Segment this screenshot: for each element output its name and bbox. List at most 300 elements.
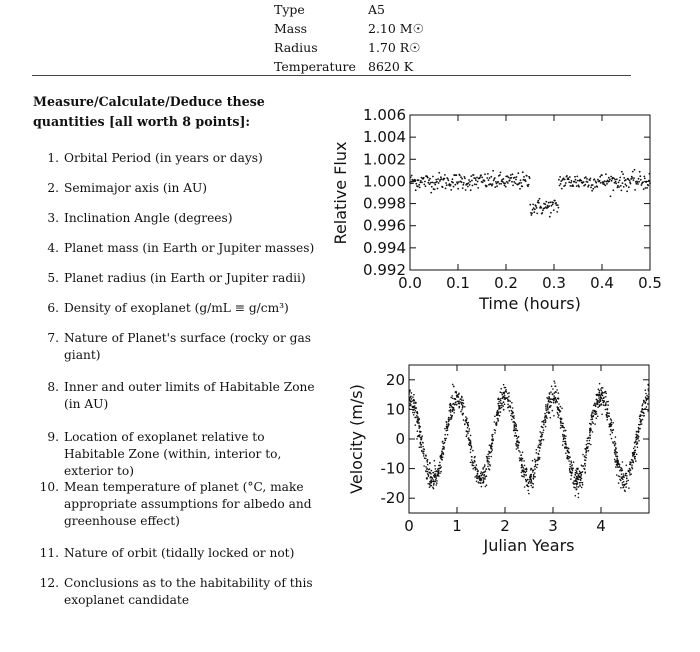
data-point bbox=[427, 177, 429, 179]
item-text: Orbital Period (in years or days) bbox=[64, 151, 263, 165]
data-point bbox=[432, 176, 434, 178]
data-point bbox=[648, 390, 650, 392]
data-point bbox=[471, 459, 473, 461]
data-point bbox=[615, 455, 617, 457]
data-point bbox=[504, 398, 506, 400]
item-number: 11. bbox=[39, 546, 59, 560]
data-point bbox=[490, 446, 492, 448]
data-point bbox=[590, 187, 592, 189]
data-point bbox=[561, 407, 563, 409]
data-point bbox=[421, 444, 423, 446]
data-point bbox=[616, 458, 618, 460]
data-point bbox=[636, 439, 638, 441]
data-point bbox=[440, 471, 442, 473]
data-point bbox=[574, 474, 576, 476]
data-point bbox=[645, 187, 647, 189]
data-point bbox=[501, 405, 503, 407]
data-point bbox=[467, 438, 469, 440]
data-point bbox=[578, 493, 580, 495]
data-point bbox=[524, 465, 526, 467]
data-point bbox=[552, 202, 554, 204]
data-point bbox=[531, 212, 533, 214]
data-point bbox=[549, 201, 551, 203]
data-point bbox=[421, 438, 423, 440]
data-point bbox=[625, 474, 627, 476]
data-point bbox=[445, 438, 447, 440]
data-point bbox=[617, 461, 619, 463]
data-point bbox=[649, 173, 651, 175]
data-point bbox=[473, 174, 475, 176]
data-point bbox=[532, 460, 534, 462]
data-point bbox=[437, 188, 439, 190]
data-point bbox=[460, 398, 462, 400]
data-point bbox=[590, 444, 592, 446]
data-point bbox=[605, 173, 607, 175]
data-point bbox=[469, 428, 471, 430]
data-point bbox=[560, 427, 562, 429]
data-point bbox=[543, 429, 545, 431]
data-point bbox=[540, 440, 542, 442]
data-point bbox=[441, 459, 443, 461]
data-point bbox=[539, 450, 541, 452]
data-point bbox=[529, 177, 531, 179]
data-point bbox=[521, 472, 523, 474]
data-point bbox=[648, 180, 650, 182]
data-point bbox=[480, 174, 482, 176]
data-point bbox=[636, 441, 638, 443]
data-point bbox=[459, 174, 461, 176]
data-point bbox=[594, 423, 596, 425]
data-point bbox=[522, 471, 524, 473]
data-point bbox=[580, 479, 582, 481]
data-point bbox=[646, 400, 648, 402]
data-point bbox=[567, 457, 569, 459]
data-point bbox=[470, 435, 472, 437]
data-point bbox=[439, 465, 441, 467]
star-label: Type bbox=[274, 2, 305, 17]
data-point bbox=[592, 421, 594, 423]
data-point bbox=[586, 444, 588, 446]
data-point bbox=[470, 189, 472, 191]
item-text: Density of exoplanet (g/mL ≡ g/cm³) bbox=[64, 301, 289, 315]
data-point bbox=[576, 176, 578, 178]
data-point bbox=[645, 398, 647, 400]
data-point bbox=[548, 205, 550, 207]
data-point bbox=[637, 181, 639, 183]
data-point bbox=[425, 471, 427, 473]
data-point bbox=[562, 425, 564, 427]
item-text: Nature of orbit (tidally locked or not) bbox=[64, 546, 295, 560]
data-point bbox=[597, 416, 599, 418]
horizontal-rule bbox=[32, 75, 631, 76]
data-point bbox=[486, 185, 488, 187]
data-point bbox=[532, 471, 534, 473]
y-tick-label: 1.002 bbox=[363, 150, 406, 169]
data-point bbox=[515, 443, 517, 445]
data-point bbox=[488, 456, 490, 458]
data-point bbox=[448, 419, 450, 421]
data-point bbox=[433, 479, 435, 481]
data-point bbox=[588, 437, 590, 439]
data-point bbox=[500, 402, 502, 404]
data-point bbox=[453, 412, 455, 414]
data-point bbox=[634, 446, 636, 448]
data-point bbox=[430, 476, 432, 478]
data-point bbox=[572, 470, 574, 472]
data-point bbox=[525, 472, 527, 474]
data-point bbox=[445, 182, 447, 184]
item-number: 1. bbox=[47, 151, 59, 165]
data-point bbox=[553, 400, 555, 402]
x-tick-label: 0.3 bbox=[542, 274, 566, 292]
data-point bbox=[628, 487, 630, 489]
data-point bbox=[576, 484, 578, 486]
data-point bbox=[458, 403, 460, 405]
data-point bbox=[503, 402, 505, 404]
star-value: 8620 K bbox=[368, 59, 414, 74]
data-point bbox=[528, 483, 530, 485]
data-point bbox=[432, 487, 434, 489]
data-point bbox=[461, 396, 463, 398]
item-text: Inclination Angle (degrees) bbox=[64, 211, 233, 225]
data-point bbox=[517, 437, 519, 439]
data-point bbox=[633, 452, 635, 454]
data-point bbox=[544, 413, 546, 415]
data-point bbox=[622, 482, 624, 484]
data-point bbox=[564, 179, 566, 181]
data-point bbox=[639, 171, 641, 173]
data-point bbox=[485, 470, 487, 472]
data-point bbox=[445, 188, 447, 190]
data-point bbox=[638, 181, 640, 183]
data-point bbox=[600, 390, 602, 392]
data-point bbox=[526, 468, 528, 470]
data-point bbox=[416, 411, 418, 413]
data-point bbox=[589, 432, 591, 434]
data-point bbox=[576, 476, 578, 478]
data-point bbox=[606, 183, 608, 185]
data-point bbox=[611, 438, 613, 440]
data-point bbox=[520, 179, 522, 181]
data-point bbox=[417, 416, 419, 418]
data-point bbox=[649, 182, 651, 184]
data-point bbox=[562, 423, 564, 425]
data-point bbox=[550, 417, 552, 419]
data-point bbox=[600, 395, 602, 397]
data-point bbox=[498, 406, 500, 408]
data-point bbox=[590, 424, 592, 426]
data-point bbox=[483, 482, 485, 484]
list-item bbox=[33, 300, 333, 317]
data-point bbox=[644, 178, 646, 180]
data-point bbox=[606, 414, 608, 416]
data-point bbox=[551, 205, 553, 207]
data-point bbox=[462, 407, 464, 409]
data-point bbox=[542, 209, 544, 211]
data-point bbox=[497, 181, 499, 183]
data-point bbox=[643, 176, 645, 178]
data-point bbox=[472, 450, 474, 452]
data-point bbox=[605, 402, 607, 404]
data-point bbox=[567, 455, 569, 457]
data-point bbox=[472, 461, 474, 463]
item-text: Mean temperature of planet (°C, make appropriate assumptions for albedo and greenhouse effect) bbox=[64, 480, 312, 528]
data-point bbox=[620, 467, 622, 469]
data-point bbox=[470, 452, 472, 454]
data-point bbox=[515, 428, 517, 430]
data-point bbox=[474, 476, 476, 478]
data-point bbox=[509, 179, 511, 181]
data-point bbox=[500, 400, 502, 402]
data-point bbox=[456, 401, 458, 403]
radial-velocity-plot bbox=[340, 355, 670, 570]
data-point bbox=[546, 410, 548, 412]
data-point bbox=[527, 479, 529, 481]
data-point bbox=[599, 180, 601, 182]
data-point bbox=[639, 418, 641, 420]
data-point bbox=[470, 449, 472, 451]
data-point bbox=[461, 178, 463, 180]
data-point bbox=[449, 417, 451, 419]
data-point bbox=[622, 173, 624, 175]
data-point bbox=[640, 179, 642, 181]
data-point bbox=[417, 419, 419, 421]
data-point bbox=[519, 451, 521, 453]
radial-velocity-chart bbox=[340, 355, 670, 570]
data-point bbox=[578, 475, 580, 477]
data-point bbox=[626, 475, 628, 477]
data-point bbox=[568, 448, 570, 450]
data-point bbox=[489, 177, 491, 179]
data-point bbox=[529, 475, 531, 477]
data-point bbox=[533, 476, 535, 478]
data-point bbox=[520, 458, 522, 460]
data-point bbox=[605, 404, 607, 406]
data-point bbox=[631, 466, 633, 468]
data-point bbox=[444, 178, 446, 180]
list-item bbox=[33, 330, 323, 364]
data-point bbox=[516, 441, 518, 443]
data-point bbox=[429, 484, 431, 486]
data-point bbox=[614, 445, 616, 447]
data-point bbox=[583, 468, 585, 470]
y-tick-label: 10 bbox=[385, 400, 405, 419]
data-point bbox=[568, 181, 570, 183]
data-point bbox=[456, 392, 458, 394]
data-point bbox=[609, 179, 611, 181]
data-point bbox=[468, 182, 470, 184]
data-point bbox=[630, 464, 632, 466]
data-point bbox=[474, 178, 476, 180]
data-point bbox=[609, 424, 611, 426]
data-point bbox=[554, 200, 556, 202]
data-point bbox=[551, 386, 553, 388]
data-point bbox=[545, 426, 547, 428]
data-point bbox=[605, 393, 607, 395]
y-tick-label: 0.998 bbox=[363, 194, 406, 213]
data-point bbox=[648, 393, 650, 395]
data-point bbox=[486, 475, 488, 477]
data-point bbox=[516, 446, 518, 448]
light-curve-plot bbox=[326, 105, 666, 320]
data-point bbox=[492, 436, 494, 438]
data-point bbox=[559, 411, 561, 413]
data-point bbox=[483, 471, 485, 473]
data-point bbox=[545, 406, 547, 408]
y-tick-label: 1.006 bbox=[363, 106, 406, 124]
data-point bbox=[631, 177, 633, 179]
data-point bbox=[605, 396, 607, 398]
data-point bbox=[590, 419, 592, 421]
data-point bbox=[604, 185, 606, 187]
data-point bbox=[638, 428, 640, 430]
data-point bbox=[459, 406, 461, 408]
data-point bbox=[544, 203, 546, 205]
data-point bbox=[442, 441, 444, 443]
data-point bbox=[463, 182, 465, 184]
data-point bbox=[503, 178, 505, 180]
data-point bbox=[419, 447, 421, 449]
data-point bbox=[620, 469, 622, 471]
data-point bbox=[589, 440, 591, 442]
data-point bbox=[644, 408, 646, 410]
data-point bbox=[521, 186, 523, 188]
data-point bbox=[614, 459, 616, 461]
data-point bbox=[449, 406, 451, 408]
data-point bbox=[498, 401, 500, 403]
data-point bbox=[497, 420, 499, 422]
data-point bbox=[466, 422, 468, 424]
data-point bbox=[417, 436, 419, 438]
data-point bbox=[560, 421, 562, 423]
data-point bbox=[476, 475, 478, 477]
data-point bbox=[568, 458, 570, 460]
data-point bbox=[467, 186, 469, 188]
data-point bbox=[415, 410, 417, 412]
data-point bbox=[545, 201, 547, 203]
data-point bbox=[434, 465, 436, 467]
data-point bbox=[498, 403, 500, 405]
data-point bbox=[516, 176, 518, 178]
data-point bbox=[602, 392, 604, 394]
item-number: 12. bbox=[39, 576, 59, 590]
data-point bbox=[437, 471, 439, 473]
list-item bbox=[33, 150, 333, 167]
data-point bbox=[575, 182, 577, 184]
data-point bbox=[635, 436, 637, 438]
data-point bbox=[600, 397, 602, 399]
item-text: Planet mass (in Earth or Jupiter masses) bbox=[64, 241, 315, 255]
data-point bbox=[643, 415, 645, 417]
data-point bbox=[479, 475, 481, 477]
data-point bbox=[572, 467, 574, 469]
data-point bbox=[538, 445, 540, 447]
data-point bbox=[466, 434, 468, 436]
data-point bbox=[435, 179, 437, 181]
list-item bbox=[33, 180, 333, 197]
data-point bbox=[623, 177, 625, 179]
data-point bbox=[537, 447, 539, 449]
data-point bbox=[520, 182, 522, 184]
data-point bbox=[476, 477, 478, 479]
data-point bbox=[440, 176, 442, 178]
data-point bbox=[589, 437, 591, 439]
data-point bbox=[445, 440, 447, 442]
data-point bbox=[453, 186, 455, 188]
data-point bbox=[527, 484, 529, 486]
data-point bbox=[555, 391, 557, 393]
data-point bbox=[513, 181, 515, 183]
data-point bbox=[565, 435, 567, 437]
x-tick-label: 3 bbox=[548, 517, 558, 535]
data-point bbox=[596, 186, 598, 188]
data-point bbox=[628, 186, 630, 188]
data-point bbox=[494, 186, 496, 188]
data-point bbox=[565, 438, 567, 440]
data-point bbox=[429, 468, 431, 470]
data-point bbox=[611, 419, 613, 421]
data-point bbox=[539, 447, 541, 449]
y-tick-label: 20 bbox=[385, 370, 405, 389]
data-point bbox=[510, 405, 512, 407]
data-point bbox=[610, 430, 612, 432]
data-point bbox=[425, 455, 427, 457]
data-point bbox=[610, 429, 612, 431]
data-point bbox=[571, 180, 573, 182]
data-point bbox=[514, 177, 516, 179]
data-point bbox=[569, 176, 571, 178]
data-point bbox=[409, 403, 411, 405]
data-point bbox=[462, 405, 464, 407]
radial-velocity-x-label: Julian Years bbox=[483, 536, 575, 555]
data-point bbox=[549, 216, 551, 218]
x-tick-label: 4 bbox=[596, 517, 606, 535]
data-point bbox=[575, 472, 577, 474]
data-point bbox=[589, 179, 591, 181]
data-point bbox=[434, 471, 436, 473]
data-point bbox=[454, 184, 456, 186]
item-number: 3. bbox=[47, 211, 59, 225]
data-point bbox=[565, 441, 567, 443]
data-point bbox=[546, 397, 548, 399]
data-point bbox=[574, 181, 576, 183]
data-point bbox=[592, 422, 594, 424]
data-point bbox=[479, 482, 481, 484]
item-text: Location of exoplanet relative to Habitable Zone (within, interior to, exterior to) bbox=[64, 430, 282, 478]
data-point bbox=[435, 479, 437, 481]
list-item bbox=[33, 240, 333, 257]
star-value: A5 bbox=[368, 2, 385, 17]
list-item bbox=[33, 575, 323, 609]
data-point bbox=[612, 430, 614, 432]
data-point bbox=[441, 178, 443, 180]
data-point bbox=[529, 480, 531, 482]
data-point bbox=[642, 403, 644, 405]
data-point bbox=[410, 176, 412, 178]
data-point bbox=[572, 185, 574, 187]
data-point bbox=[610, 434, 612, 436]
data-point bbox=[614, 453, 616, 455]
data-point bbox=[413, 414, 415, 416]
data-point bbox=[507, 393, 509, 395]
data-point bbox=[638, 436, 640, 438]
data-point bbox=[591, 413, 593, 415]
data-point bbox=[452, 411, 454, 413]
radial-velocity-y-label: Velocity (m/s) bbox=[347, 384, 366, 494]
data-point bbox=[512, 421, 514, 423]
data-point bbox=[439, 472, 441, 474]
section-heading: Measure/Calculate/Deduce these quantities [all worth 8 points]: bbox=[33, 94, 265, 129]
